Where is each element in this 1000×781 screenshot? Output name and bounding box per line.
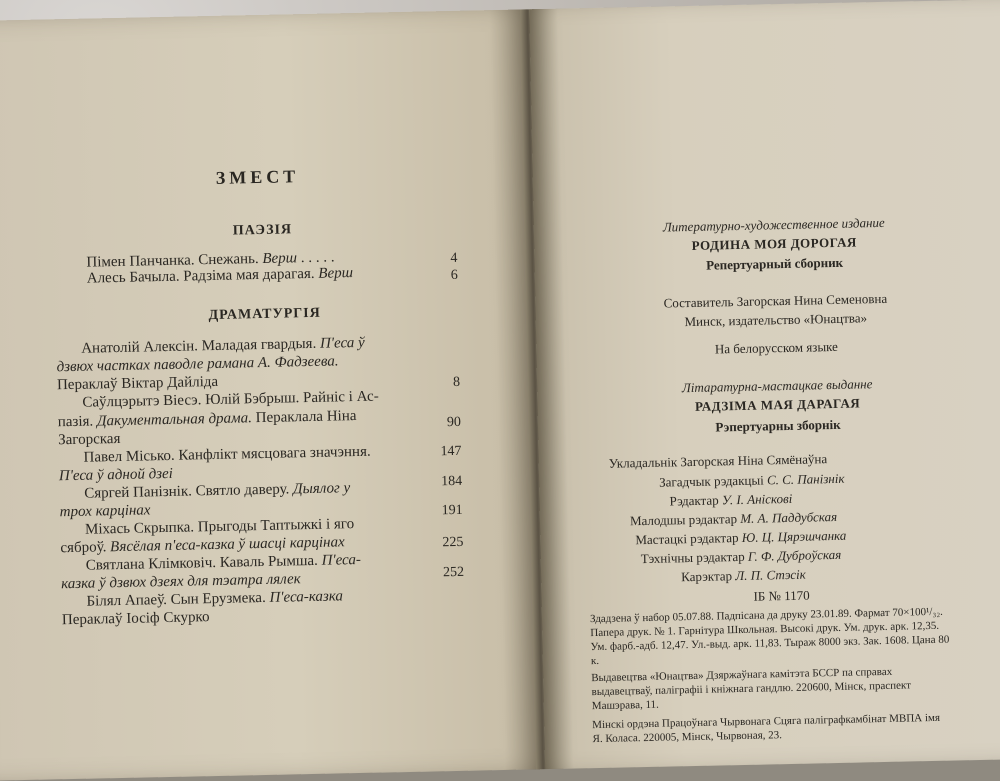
- toc-page-number: 6: [450, 267, 458, 284]
- toc-entry-poetry-2: Алесь Бачыла. Радзіма мая дарагая. Верш: [86, 265, 354, 287]
- credit-line: Тэхнічны рэдактар Г. Ф. Дуброўская: [640, 546, 842, 567]
- imprint-printer: Мінскі ордэна Працоўнага Чырвонага Сцяга паліграфкамбінат МВПА імя Я. Коласа. 220005, Мінск, Чырвоная, 23.: [592, 711, 941, 746]
- ru-language-note: На белорусском языке: [714, 338, 839, 357]
- toc-line: казка ў дзвюх дзеях для тэатра лялек: [61, 571, 301, 593]
- toc-line: Загорская: [57, 430, 121, 449]
- toc-line: Сяргей Панізнік. Святло даверу. Дыялог у: [84, 480, 351, 502]
- toc-page-number: 191: [441, 502, 463, 519]
- ib-number: ІБ № 1170: [753, 587, 810, 604]
- ru-publisher: Минск, издательство «Юнацтва»: [684, 310, 868, 330]
- toc-page-number: 8: [452, 374, 461, 390]
- ru-book-title: РОДИНА МОЯ ДОРОГАЯ: [691, 234, 857, 253]
- toc-page-number: 225: [442, 534, 464, 551]
- toc-line: пазія. Дакументальная драма. Пераклала Ніна: [57, 408, 357, 431]
- toc-line: П'еса ў адной дзеі: [58, 465, 174, 485]
- toc-line: сяброў. Вясёлая п'еса-казка ў шасці карцінах: [60, 534, 345, 557]
- toc-line: Анатолій Алексін. Маладая гвардыя. П'еса ў: [81, 334, 365, 357]
- toc-page-number: 252: [442, 564, 465, 581]
- toc-line: Білял Апаеў. Сын Ерузмека. П'еса-казка: [86, 588, 344, 610]
- toc-line: Святлана Клімковіч. Каваль Рымша. П'еса-: [85, 551, 362, 574]
- section-poetry-heading: ПАЭЗІЯ: [232, 222, 293, 239]
- toc-line: Павел Місько. Канфлікт мясцовага значэння.: [83, 443, 371, 466]
- ru-subtitle: Репертуарный сборник: [705, 254, 844, 273]
- toc-page-number: 184: [440, 473, 463, 490]
- toc-line: Пераклаў Іосіф Скурко: [61, 609, 210, 629]
- right-page: [529, 0, 1000, 769]
- credit-line: Укладальнік Загорская Ніна Сямёнаўна: [608, 451, 828, 471]
- ru-compiler: Составитель Загорская Нина Семеновна: [663, 290, 888, 311]
- toc-page-number: 90: [446, 414, 462, 431]
- toc-line: Пераклаў Віктар Дайліда: [56, 373, 219, 394]
- toc-line: Саўлцэрытэ Віесэ. Юлій Бэбрыш. Райніс і Ас-: [82, 388, 379, 411]
- by-subtitle: Рэпертуарны зборнік: [715, 416, 841, 435]
- imprint-print-data: Здадзена ў набор 05.07.88. Падпісана да друку 23.01.89. Фармат 70×100¹/₃₂. Папера друк. № 1. Гарнітура Школьная. Высокі друк. Ум. друк. арк. 12,35. Ум. фарб.-адб. 12,47. Ул.-выд. арк. 11,83. Тыраж 8000 экз. Зак. 1608. Цана 80 к.: [589, 605, 950, 668]
- credit-line: Загадчык рэдакцыі С. С. Панізнік: [659, 470, 845, 490]
- toc-line: Міхась Скрыпка. Прыгоды Таптыжкі і яго: [84, 516, 355, 538]
- section-drama-heading: ДРАМАТУРГІЯ: [208, 305, 321, 324]
- by-edition-kind: Літаратурна-мастацкае выданне: [681, 376, 873, 396]
- imprint-publisher: Выдавецтва «Юнацтва» Дзяржаўнага камітэта БССР па справах выдавецтваў, паліграфіі і кніжнага гандлю. 220600, Мінск, праспект Машэрава, 11.: [591, 665, 912, 713]
- credit-line: Малодшы рэдактар М. А. Паддубская: [629, 508, 838, 529]
- toc-page-number: 4: [450, 250, 458, 267]
- toc-entry-poetry-1: Пімен Панчанка. Снежань. Верш . . . . .: [86, 249, 335, 271]
- by-book-title: РАДЗІМА МАЯ ДАРАГАЯ: [694, 395, 861, 414]
- credit-line: Мастацкі рэдактар Ю. Ц. Цярэшчанка: [635, 527, 847, 548]
- toc-line: трох карцінах: [59, 502, 151, 521]
- left-page: [0, 9, 543, 780]
- ru-edition-kind: Литературно-художественное издание: [662, 214, 885, 235]
- credit-line: Карэктар Л. П. Стэсік: [681, 566, 806, 585]
- credit-line: Рэдактар У. І. Аніскові: [669, 490, 793, 509]
- contents-title: ЗМЕСТ: [215, 166, 300, 188]
- toc-line: дзвюх частках паводле рамана А. Фадзеева.: [56, 353, 339, 376]
- toc-page-number: 147: [440, 443, 462, 460]
